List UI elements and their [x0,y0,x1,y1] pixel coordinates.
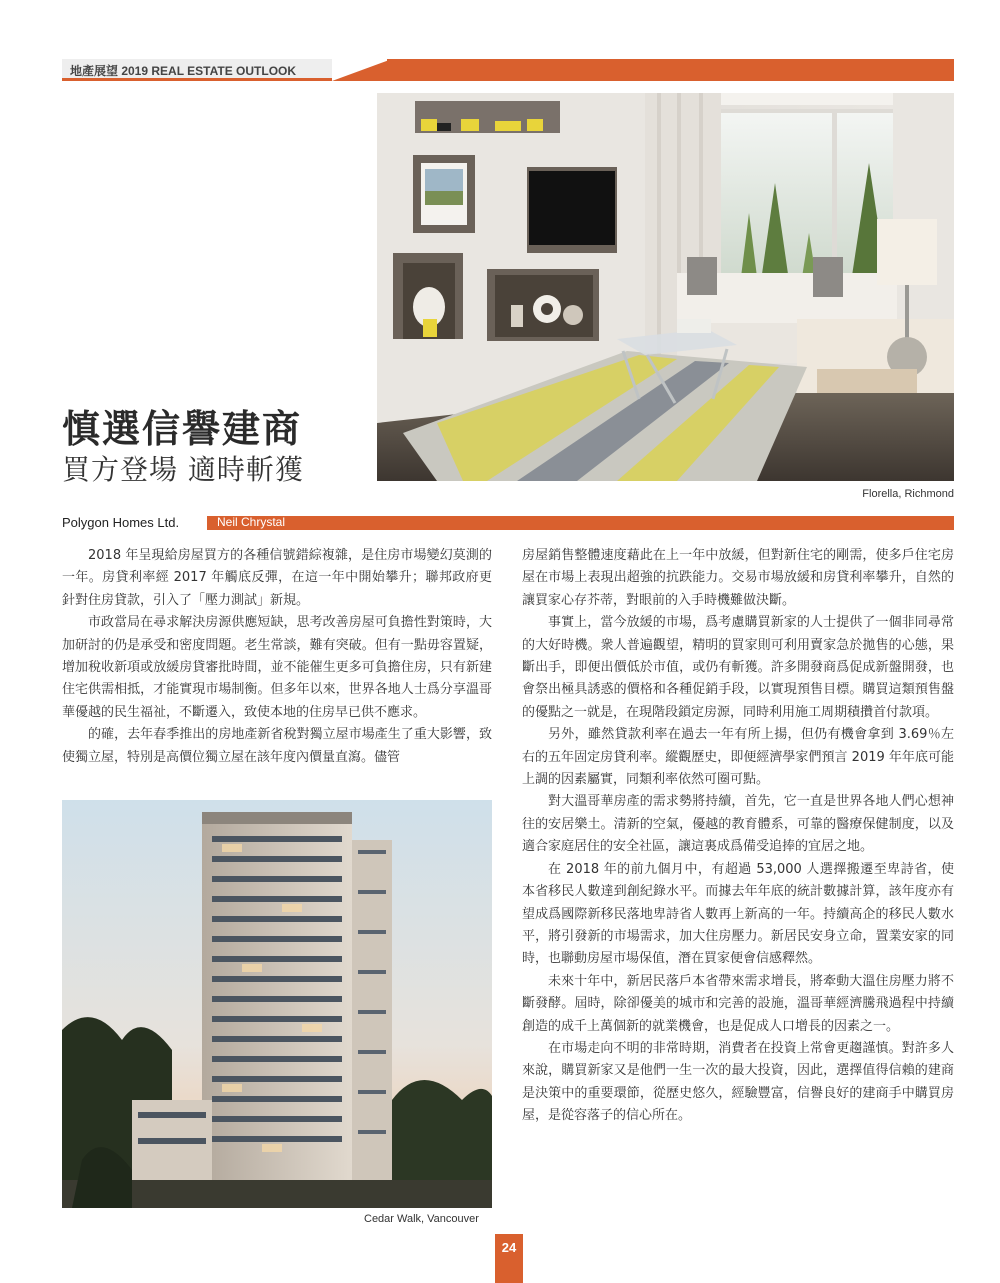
top-photo-caption: Florella, Richmond [862,488,954,500]
paragraph: 市政當局在尋求解決房源供應短缺，思考改善房屋可負擔性對策時，大加研討的仍是承受和密度問題。老生常談，難有突破。但有一點毋容置疑，增加稅收新項或放緩房貸審批時間，並不能催生更多可負擔住房，只有新建住宅供需相抵，才能實現市場制衡。但多年以來，世界各地人士爲分享溫哥華優越的民生福祉，不斷遷入，致使本地的住房早已供不應求。 [62,615,492,720]
paragraph: 未來十年中，新居民落戶本省帶來需求增長，將牽動大溫住房壓力將不斷發酵。屆時，除卻優美的城市和完善的設施，溫哥華經濟騰飛過程中持續創造的成千上萬個新的就業機會，也是促成人口增長的因素之一。 [522,973,954,1034]
paragraph: 在 2018 年的前九個月中，有超過 53,000 人選擇搬遷至卑詩省，使本省移民人數達到創紀錄水平。而據去年年底的統計數據計算，該年度亦有望成爲國際新移民落地卑詩省人數再上新高的一年。持續高企的移民人數水平，將引發新的市場需求，加大住房壓力。新居民安身立命，置業安家的同時，也聯動房屋市場保值，潛在買家便會信感釋然。 [522,861,954,967]
header-tab [62,59,332,81]
author-name: Neil Chrystal [217,515,286,529]
paragraph: 在市場走向不明的非常時期，消費者在投資上常會更趨謹慎。對許多人來說，購買新家又是他們一生一次的最大投資，因此，選擇值得信賴的建商是決策中的重要環節，從歷史悠久，經驗豐富，信譽良好的建商手中購買房屋，是從容落子的信心所在。 [522,1040,954,1124]
header-accent-band [387,59,954,81]
interior-photo [377,93,954,481]
paragraph: 對大溫哥華房產的需求勢將持續，首先，它一直是世界各地人們心想神往的安居樂土。清新的空氣，優越的教育體系，可靠的醫療保健制度，以及適合家庭居住的安全社區，讓這裏成爲備受追捧的宜居之地。 [522,794,954,855]
paragraph: 事實上，當今放緩的市場，爲考慮購買新家的人士提供了一個非同尋常的大好時機。衆人普遍觀望，精明的買家則可利用賣家急於拋售的心態，果斷出手，即便出價低於市值，或仍有斬獲。許多開發商爲促成新盤開發，也會祭出極具誘惑的價格和各種促銷手段，以實現預售目標。購買這類預售盤的優點之一就是，在現階段鎖定房源，同時利用施工周期積攢首付款項。 [522,615,954,720]
paragraph: 房屋銷售整體速度藉此在上一年中放緩，但對新住宅的剛需，使多戶住宅房屋在市場上表現出超強的抗跌能力。交易市場放緩和房貸利率攀升，自然的讓買家心存芥蒂，對眼前的入手時機難做決斷。 [522,548,954,608]
author-bar [207,516,954,530]
paragraph: 的確，去年春季推出的房地產新省稅對獨立屋市場產生了重大影響，致使獨立屋，特別是高價位獨立屋在該年度內價量直瀉。儘管 [62,727,492,765]
article-title: 慎選信譽建商 [62,407,303,451]
right-column [522,545,954,1128]
page-number: 24 [501,1240,517,1255]
paragraph: 另外，雖然貸款利率在過去一年有所上揚，但仍有機會拿到 3.69％左右的五年固定房貸利率。縱觀歷史，即便經濟學家們預言 2019 年年底可能上調的因素屬實，同類利率依然可圈可點。 [522,727,954,788]
byline [62,515,954,531]
paragraph: 2018 年呈現給房屋買方的各種信號錯綜複雜，是住房市場變幻莫測的一年。房貸利率經 2017 年觸底反彈，在這一年中開始攀升；聯邦政府更針對住房貸款，引入了「壓力測試」新規。 [62,548,492,608]
article-subtitle: 買方登場 適時斬獲 [62,453,304,486]
left-column [62,545,492,769]
page-number-box [495,1234,523,1283]
section-header [62,59,954,81]
tower-photo [62,800,492,1208]
company-name: Polygon Homes Ltd. [62,515,180,530]
header-label: 地產展望 2019 REAL ESTATE OUTLOOK [70,64,297,78]
header-accent-slant [332,59,392,81]
bottom-photo-caption: Cedar Walk, Vancouver [364,1213,479,1225]
